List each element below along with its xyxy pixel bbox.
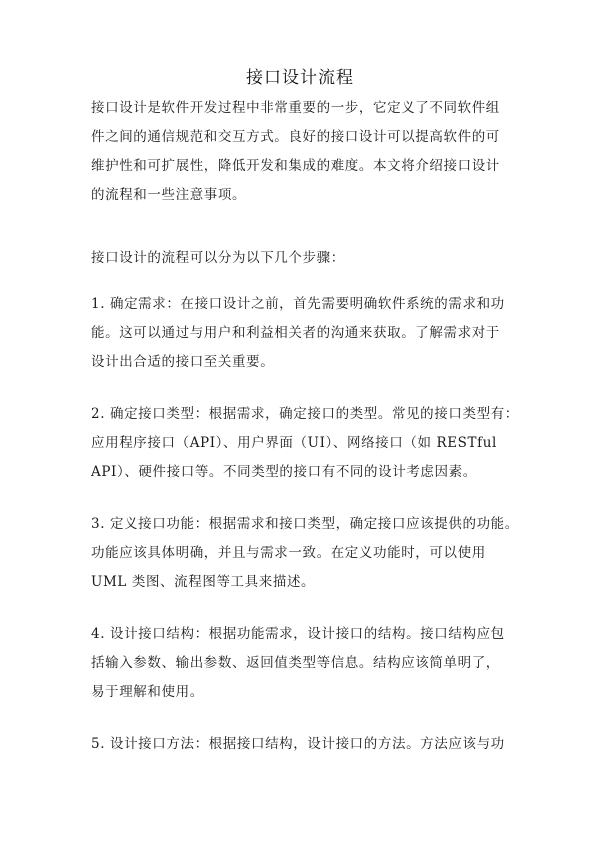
paragraph-line: UML 类图、流程图等工具来描述。	[91, 574, 316, 590]
paragraph-line: 设计出合适的接口至关重要。	[91, 354, 275, 370]
step-4-paragraph	[91, 620, 511, 707]
paragraph-line: 易于理解和使用。	[91, 684, 204, 700]
paragraph-line: 5. 设计接口方法：根据接口结构，设计接口的方法。方法应该与功	[91, 736, 505, 752]
paragraph-line: 件之间的通信规范和交互方式。良好的接口设计可以提高软件的可	[91, 129, 500, 145]
paragraph-line: 3. 定义接口功能：根据需求和接口类型，确定接口应该提供的功能。	[91, 516, 519, 532]
step-2-paragraph	[91, 400, 519, 487]
paragraph-line: 括输入参数、输出参数、返回值类型等信息。结构应该简单明了，	[91, 655, 500, 671]
paragraph-line: 接口设计的流程可以分为以下几个步骤：	[91, 250, 345, 266]
step-5-paragraph	[91, 730, 511, 759]
paragraph-line: 2. 确定接口类型：根据需求，确定接口的类型。常见的接口类型有：	[91, 406, 519, 422]
paragraph-line: 1. 确定需求：在接口设计之前，首先需要明确软件系统的需求和功	[91, 296, 505, 312]
paragraph-line: 接口设计是软件开发过程中非常重要的一步，它定义了不同软件组	[91, 100, 500, 116]
intro-paragraph	[91, 94, 511, 210]
paragraph-line: API）、硬件接口等。不同类型的接口有不同的设计考虑因素。	[91, 464, 477, 480]
step-3-paragraph	[91, 510, 519, 597]
page-title: 接口设计流程	[246, 68, 354, 88]
step-1-paragraph	[91, 290, 511, 377]
paragraph-line: 应用程序接口（API）、用户界面（UI）、网络接口（如 RESTful	[91, 435, 497, 451]
paragraph-line: 功能应该具体明确，并且与需求一致。在定义功能时，可以使用	[91, 545, 486, 561]
steps-intro-paragraph	[91, 244, 511, 273]
paragraph-line: 维护性和可扩展性，降低开发和集成的难度。本文将介绍接口设计	[91, 158, 500, 174]
paragraph-line: 能。这可以通过与用户和利益相关者的沟通来获取。了解需求对于	[91, 325, 500, 341]
paragraph-line: 的流程和一些注意事项。	[91, 187, 247, 203]
paragraph-line: 4. 设计接口结构：根据功能需求，设计接口的结构。接口结构应包	[91, 626, 505, 642]
